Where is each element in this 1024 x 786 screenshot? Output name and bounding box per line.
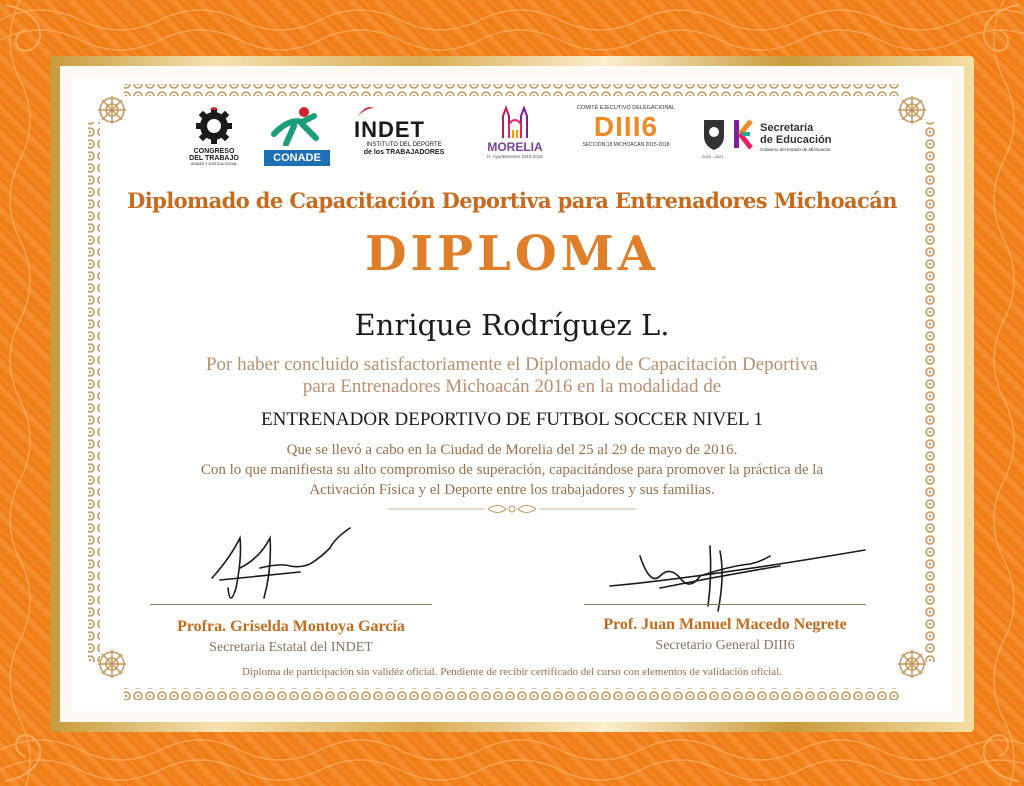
details xyxy=(140,440,884,500)
divider-ornament xyxy=(388,502,636,516)
diploma-content xyxy=(100,96,924,696)
diii6-sub: SECCIÓN 18 MICHOACÁN 2015-2018 xyxy=(582,142,670,148)
congreso-del-trabajo-logo xyxy=(186,104,242,168)
morelia-logo xyxy=(478,104,552,168)
conade-label: CONADE xyxy=(264,150,330,166)
cathedral-icon xyxy=(495,104,535,140)
runner-icon xyxy=(264,104,330,146)
sep-years: 2015 - 2021 xyxy=(702,154,724,159)
signature-line-left xyxy=(150,604,432,605)
signer-right-name: Prof. Juan Manuel Macedo Negrete xyxy=(603,616,847,633)
morelia-sub: H. Ayuntamiento 2015-2018 xyxy=(487,154,543,159)
indet-label: INDET xyxy=(354,117,425,142)
diii6-logo xyxy=(572,104,680,168)
diii6-label: DIII6 xyxy=(593,111,659,142)
diploma-heading: DIPLOMA xyxy=(364,226,660,282)
modality: ENTRENADOR DEPORTIVO DE FUTBOL SOCCER NIVEL 1 xyxy=(261,409,763,430)
signer-left-role: Secretaria Estatal del INDET xyxy=(209,640,373,655)
gear-icon xyxy=(190,104,238,144)
course-title: Diplomado de Capacitación Deportiva para Entrenadores Michoacán xyxy=(127,188,897,213)
description xyxy=(150,354,874,398)
sep-k-icon xyxy=(732,118,754,150)
conade-logo xyxy=(264,104,330,168)
swoosh-icon xyxy=(356,104,376,118)
signature-line-right xyxy=(584,604,866,605)
indet-line1: INSTITUTO DEL DEPORTE xyxy=(366,142,442,148)
sep-line3: Gobierno del Estado de Michoacán xyxy=(760,147,831,152)
diii6-top: COMITÉ EJECUTIVO DELEGACIONAL xyxy=(576,105,676,111)
congreso-line3: UNIDAD Y JUSTICIA SOCIAL xyxy=(190,162,238,166)
sep-line2: de Educación xyxy=(760,134,832,146)
indet-line2: de los TRABAJADORES xyxy=(363,149,445,156)
congreso-line1: CONGRESO xyxy=(193,148,235,155)
sep-text-block xyxy=(760,122,850,153)
description-line2: para Entrenadores Michoacán 2016 en la modalidad de xyxy=(302,376,722,397)
sep-line1: Secretaría xyxy=(760,122,814,134)
disclaimer: Diploma de participación sin validéz oficial. Pendiente de recibir certificado del curso con elementos de validación oficial. xyxy=(241,666,782,678)
michoacan-shield-icon xyxy=(702,118,726,152)
secretaria-educacion-logo xyxy=(702,104,846,168)
signature-left xyxy=(200,518,360,618)
congreso-line2: DEL TRABAJO xyxy=(189,155,239,162)
details-line1: Que se llevó a cabo en la Ciudad de Morelia del 25 al 29 de mayo de 2016. xyxy=(286,442,738,458)
signer-left-name: Profra. Griselda Montoya García xyxy=(177,618,405,635)
morelia-label: MORELIA xyxy=(487,140,543,154)
details-line3: Activación Física y el Deporte entre los trabajadores y sus familias. xyxy=(309,482,715,498)
signer-right-role: Secretario General DIII6 xyxy=(655,638,795,653)
details-line2: Con lo que manifiesta su alto compromiso de superación, capacitándose para promover la práctica de la xyxy=(200,462,824,478)
description-line1: Por haber concluido satisfactoriamente el Diplomado de Capacitación Deportiva xyxy=(205,354,818,375)
recipient-name: Enrique Rodríguez L. xyxy=(354,308,670,342)
logos-row xyxy=(186,104,846,176)
indet-logo xyxy=(354,104,454,168)
